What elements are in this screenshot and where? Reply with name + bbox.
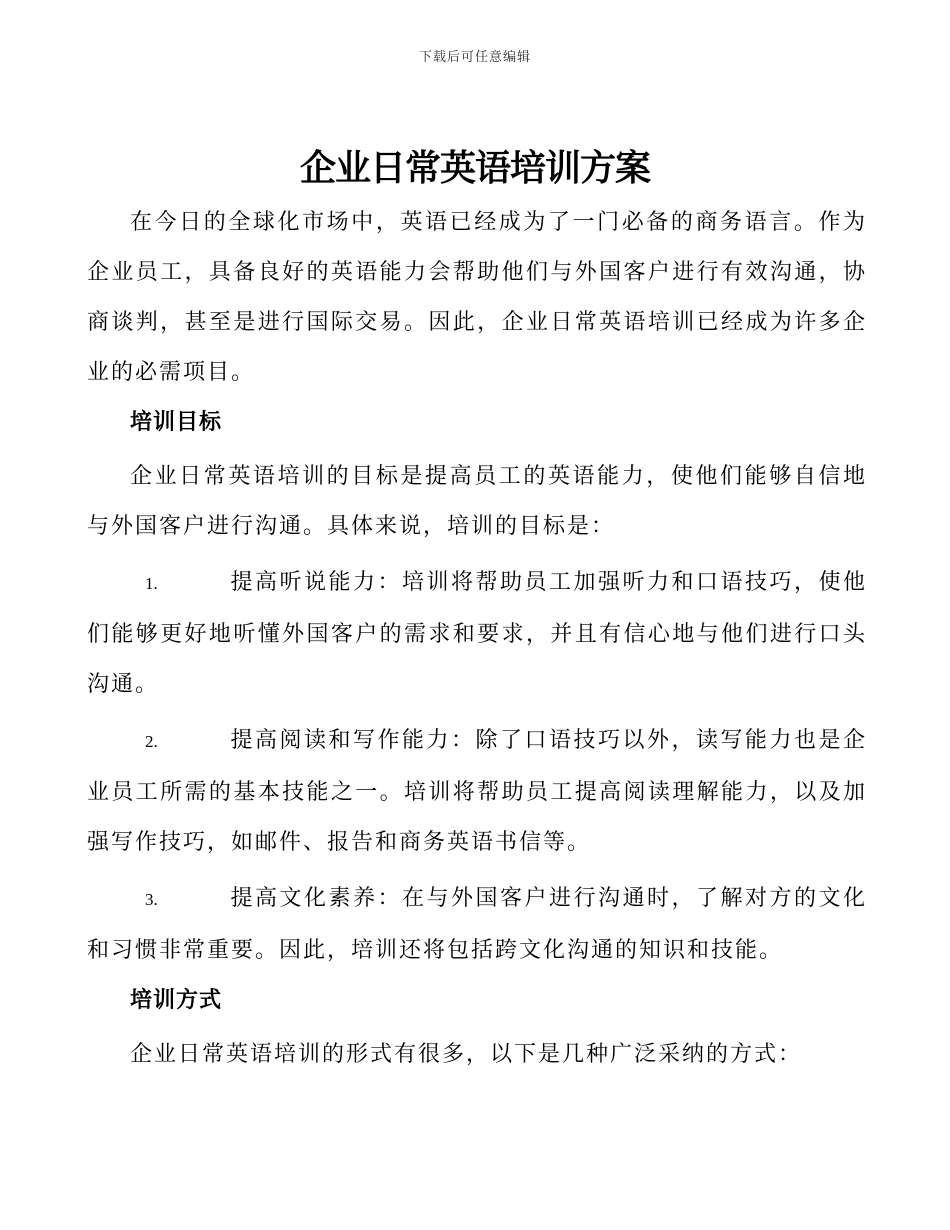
list-number: 3.	[145, 890, 158, 909]
list-item-3	[87, 873, 867, 975]
list-item-text: 提高文化素养：在与外国客户进行沟通时，了解对方的文化和习惯非常重要。因此，培训还将包括跨文化沟通的知识和技能。	[87, 885, 867, 962]
list-item-1	[87, 557, 867, 709]
section-heading-training-methods: 培训方式	[130, 987, 223, 1012]
intro-paragraph: 在今日的全球化市场中，英语已经成为了一门必备的商务语言。作为企业员工，具备良好的英语能力会帮助他们与外国客户进行有效沟通，协商谈判，甚至是进行国际交易。因此，企业日常英语培训已经成为许多企业的必需项目。	[87, 209, 867, 384]
goals-paragraph: 企业日常英语培训的目标是提高员工的英语能力，使他们能够自信地与外国客户进行沟通。具体来说，培训的目标是：	[87, 463, 867, 538]
list-item-2	[87, 715, 867, 867]
list-item-text: 提高听说能力：培训将帮助员工加强听力和口语技巧，使他们能够更好地听懂外国客户的需求和要求，并且有信心地与他们进行口头沟通。	[87, 569, 867, 696]
list-number: 1.	[145, 574, 158, 593]
methods-paragraph: 企业日常英语培训的形式有很多，以下是几种广泛采纳的方式：	[130, 1041, 803, 1066]
document-body	[87, 197, 867, 1079]
list-item-text: 提高阅读和写作能力：除了口语技巧以外，读写能力也是企业员工所需的基本技能之一。培训将帮助员工提高阅读理解能力，以及加强写作技巧，如邮件、报告和商务英语书信等。	[87, 727, 867, 854]
list-number: 2.	[145, 732, 158, 751]
document-title: 企业日常英语培训方案	[299, 147, 650, 188]
edit-note: 下载后可任意编辑	[418, 49, 531, 64]
section-heading-training-goals: 培训目标	[130, 409, 223, 434]
